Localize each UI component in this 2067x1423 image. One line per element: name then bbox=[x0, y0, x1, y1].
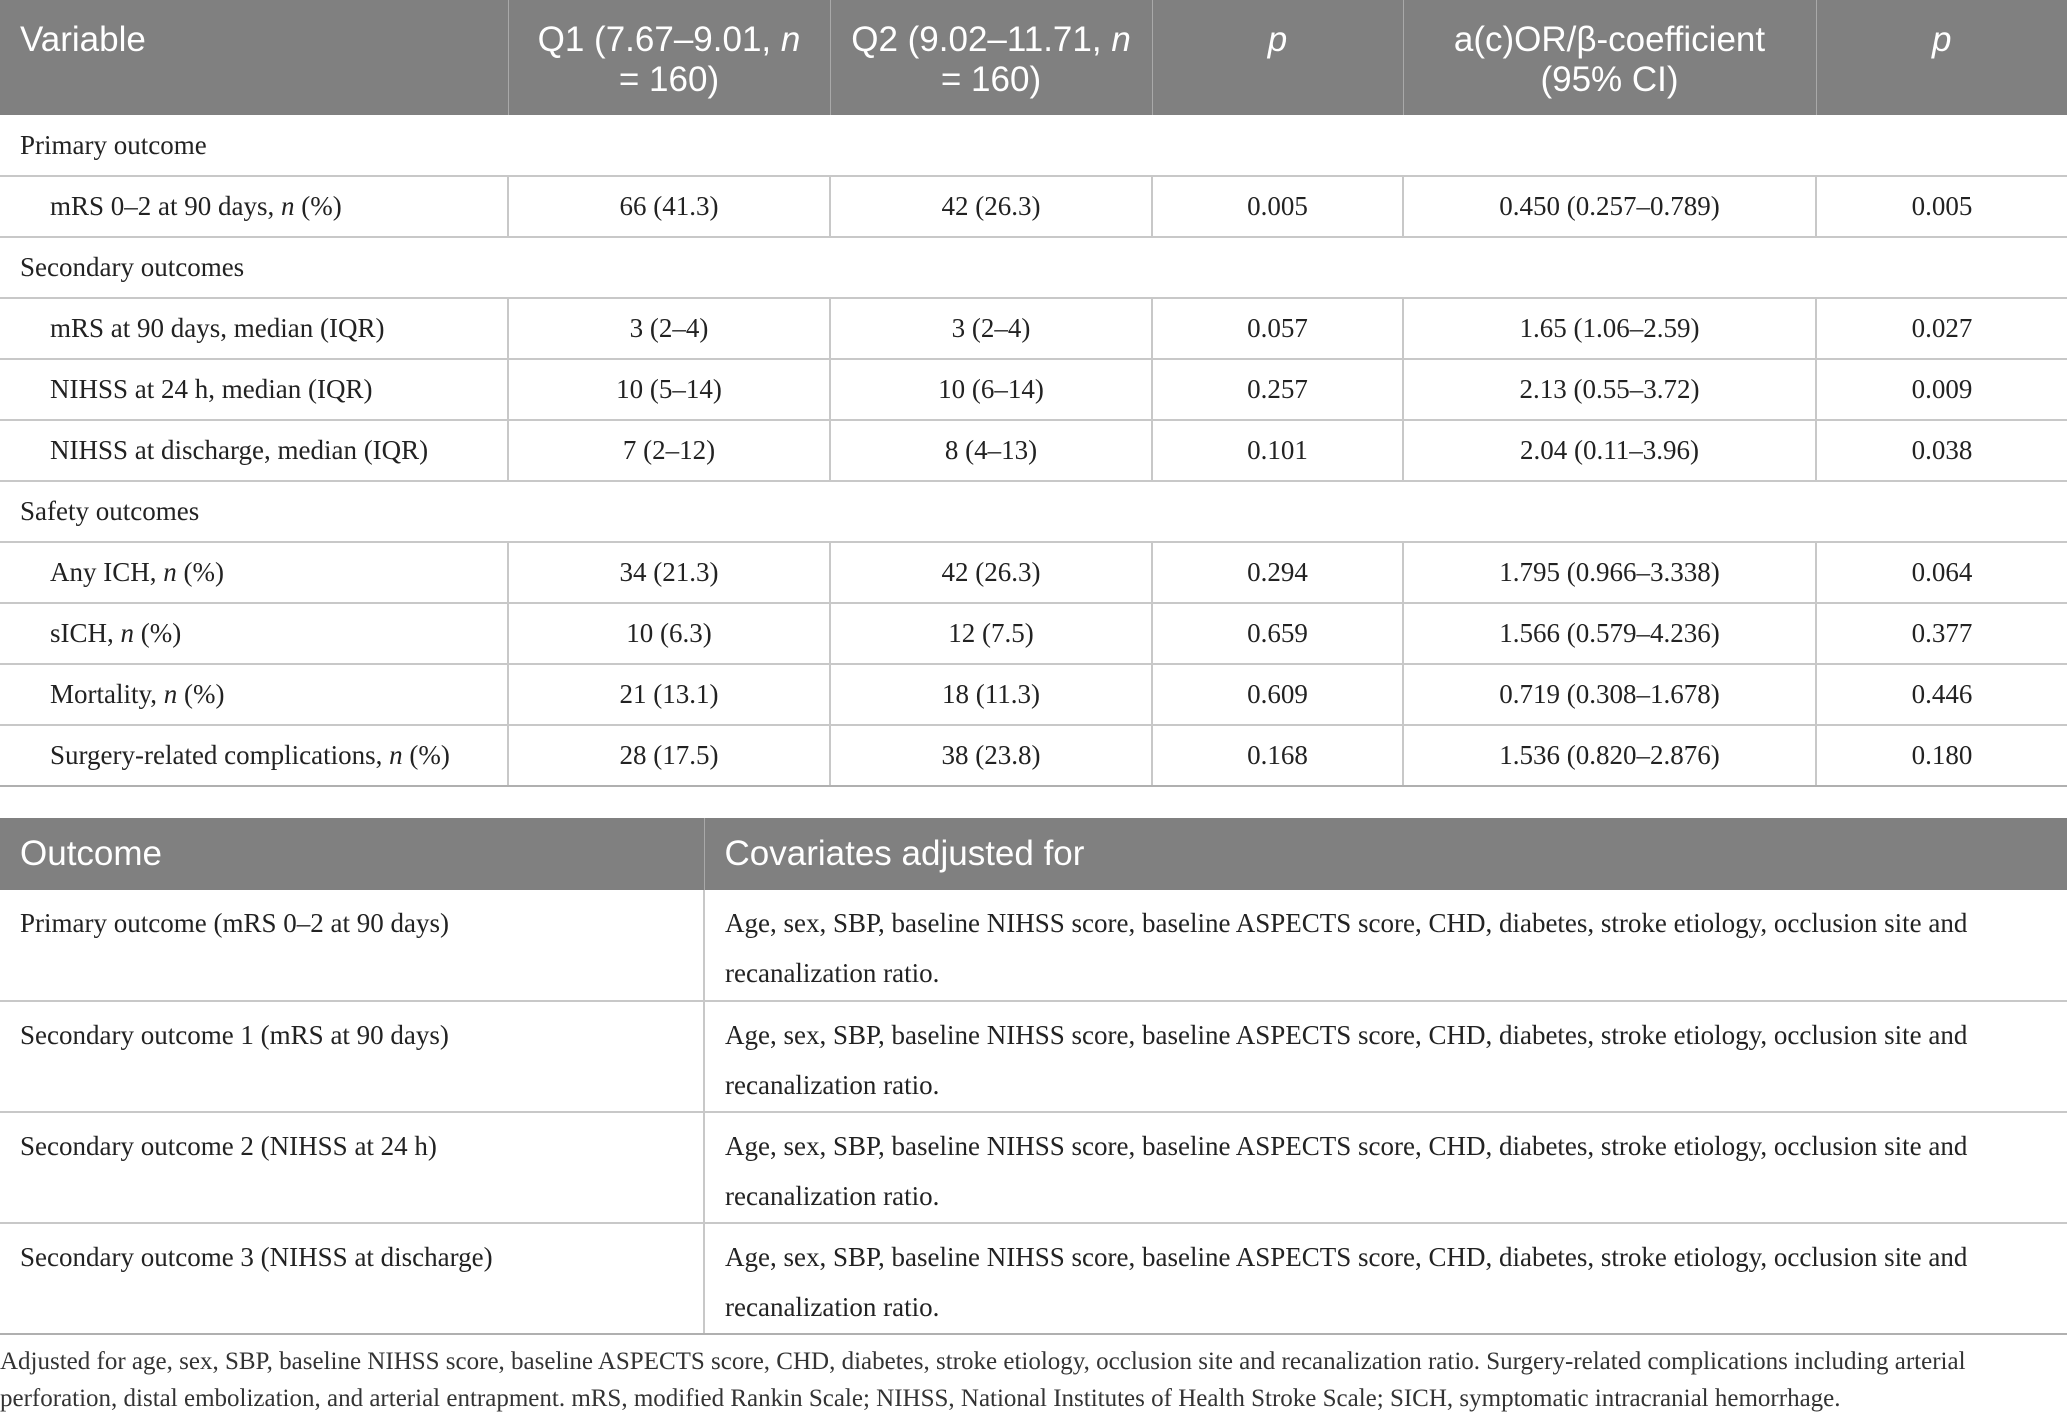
table-cell: 0.609 bbox=[1152, 664, 1403, 725]
header-p-unadjusted: p bbox=[1152, 0, 1403, 115]
table-cell: 7 (2–12) bbox=[508, 420, 830, 481]
table-cell: 0.659 bbox=[1152, 603, 1403, 664]
row-label: NIHSS at discharge, median (IQR) bbox=[0, 420, 508, 481]
section-title: Primary outcome bbox=[0, 115, 2067, 176]
table-cell: 0.057 bbox=[1152, 298, 1403, 359]
row-label: sICH, n (%) bbox=[0, 603, 508, 664]
table-row bbox=[0, 1001, 2067, 1112]
table-cell: 2.13 (0.55–3.72) bbox=[1403, 359, 1816, 420]
table-cell: 0.027 bbox=[1816, 298, 2067, 359]
table-cell: 0.064 bbox=[1816, 542, 2067, 603]
table-cell: 0.294 bbox=[1152, 542, 1403, 603]
covariates-cell: Age, sex, SBP, baseline NIHSS score, baseline ASPECTS score, CHD, diabetes, stroke etiology, occlusion site and recanalization ratio. bbox=[704, 1112, 2067, 1223]
table-cell: 10 (6.3) bbox=[508, 603, 830, 664]
row-label: Any ICH, n (%) bbox=[0, 542, 508, 603]
table-cell: 0.009 bbox=[1816, 359, 2067, 420]
table-row bbox=[0, 1112, 2067, 1223]
covariates-table-body bbox=[0, 890, 2067, 1334]
table-cell: 21 (13.1) bbox=[508, 664, 830, 725]
table-row bbox=[0, 664, 2067, 725]
table-cell: 0.450 (0.257–0.789) bbox=[1403, 176, 1816, 237]
outcome-cell: Secondary outcome 1 (mRS at 90 days) bbox=[0, 1001, 704, 1112]
table-cell: 0.377 bbox=[1816, 603, 2067, 664]
table-cell: 2.04 (0.11–3.96) bbox=[1403, 420, 1816, 481]
table-cell: 34 (21.3) bbox=[508, 542, 830, 603]
table-cell: 1.536 (0.820–2.876) bbox=[1403, 725, 1816, 786]
header-q2: Q2 (9.02–11.71, n = 160) bbox=[830, 0, 1152, 115]
table-footnote: Adjusted for age, sex, SBP, baseline NIHSS score, baseline ASPECTS score, CHD, diabetes, stroke etiology, occlusion site and recanalization ratio. Surgery-related complications including arterial perforation, distal embolization, and arterial entrapment. mRS, modified Rankin Scale; NIHSS, National Institutes of Health Stroke Scale; SICH, symptomatic intracranial hemorrhage. bbox=[0, 1348, 1966, 1412]
table-cell: 42 (26.3) bbox=[830, 176, 1152, 237]
header-q1: Q1 (7.67–9.01, n = 160) bbox=[508, 0, 830, 115]
table-cell: 10 (5–14) bbox=[508, 359, 830, 420]
table-cell: 42 (26.3) bbox=[830, 542, 1152, 603]
table-row bbox=[0, 603, 2067, 664]
table-cell: 0.719 (0.308–1.678) bbox=[1403, 664, 1816, 725]
table-cell: 66 (41.3) bbox=[508, 176, 830, 237]
covariates-cell: Age, sex, SBP, baseline NIHSS score, baseline ASPECTS score, CHD, diabetes, stroke etiology, occlusion site and recanalization ratio. bbox=[704, 890, 2067, 1001]
header-or-coefficient: a(c)OR/β-coefficient (95% CI) bbox=[1403, 0, 1816, 115]
table-row bbox=[0, 420, 2067, 481]
table-row bbox=[0, 890, 2067, 1001]
table-cell: 0.180 bbox=[1816, 725, 2067, 786]
table-cell: 0.168 bbox=[1152, 725, 1403, 786]
outcomes-table-body bbox=[0, 115, 2067, 786]
section-row bbox=[0, 115, 2067, 176]
table-row bbox=[0, 1223, 2067, 1334]
section-row bbox=[0, 237, 2067, 298]
table-cell: 0.005 bbox=[1152, 176, 1403, 237]
table-cell: 0.038 bbox=[1816, 420, 2067, 481]
row-label: mRS 0–2 at 90 days, n (%) bbox=[0, 176, 508, 237]
covariates-table bbox=[0, 818, 2067, 1335]
row-label: mRS at 90 days, median (IQR) bbox=[0, 298, 508, 359]
table-cell: 12 (7.5) bbox=[830, 603, 1152, 664]
outcome-cell: Primary outcome (mRS 0–2 at 90 days) bbox=[0, 890, 704, 1001]
table-cell: 0.446 bbox=[1816, 664, 2067, 725]
table-row bbox=[0, 176, 2067, 237]
section-row bbox=[0, 481, 2067, 542]
table-cell: 10 (6–14) bbox=[830, 359, 1152, 420]
header-covariates: Covariates adjusted for bbox=[704, 818, 2067, 890]
header-outcome: Outcome bbox=[0, 818, 704, 890]
table-cell: 1.65 (1.06–2.59) bbox=[1403, 298, 1816, 359]
outcomes-table-header bbox=[0, 0, 2067, 115]
header-p-adjusted: p bbox=[1816, 0, 2067, 115]
covariates-table-header bbox=[0, 818, 2067, 890]
table-cell: 38 (23.8) bbox=[830, 725, 1152, 786]
table-row bbox=[0, 359, 2067, 420]
table-row bbox=[0, 298, 2067, 359]
table-cell: 0.257 bbox=[1152, 359, 1403, 420]
row-label: Mortality, n (%) bbox=[0, 664, 508, 725]
covariates-cell: Age, sex, SBP, baseline NIHSS score, baseline ASPECTS score, CHD, diabetes, stroke etiology, occlusion site and recanalization ratio. bbox=[704, 1223, 2067, 1334]
table-cell: 0.005 bbox=[1816, 176, 2067, 237]
table-cell: 3 (2–4) bbox=[508, 298, 830, 359]
table-cell: 18 (11.3) bbox=[830, 664, 1152, 725]
table-cell: 0.101 bbox=[1152, 420, 1403, 481]
table-row bbox=[0, 542, 2067, 603]
section-title: Secondary outcomes bbox=[0, 237, 2067, 298]
header-variable: Variable bbox=[0, 0, 508, 115]
table-cell: 3 (2–4) bbox=[830, 298, 1152, 359]
table-cell: 1.795 (0.966–3.338) bbox=[1403, 542, 1816, 603]
outcome-cell: Secondary outcome 3 (NIHSS at discharge) bbox=[0, 1223, 704, 1334]
table-cell: 8 (4–13) bbox=[830, 420, 1152, 481]
table-row bbox=[0, 725, 2067, 786]
table-cell: 1.566 (0.579–4.236) bbox=[1403, 603, 1816, 664]
outcome-cell: Secondary outcome 2 (NIHSS at 24 h) bbox=[0, 1112, 704, 1223]
covariates-cell: Age, sex, SBP, baseline NIHSS score, baseline ASPECTS score, CHD, diabetes, stroke etiology, occlusion site and recanalization ratio. bbox=[704, 1001, 2067, 1112]
row-label: NIHSS at 24 h, median (IQR) bbox=[0, 359, 508, 420]
section-title: Safety outcomes bbox=[0, 481, 2067, 542]
table-cell: 28 (17.5) bbox=[508, 725, 830, 786]
row-label: Surgery-related complications, n (%) bbox=[0, 725, 508, 786]
